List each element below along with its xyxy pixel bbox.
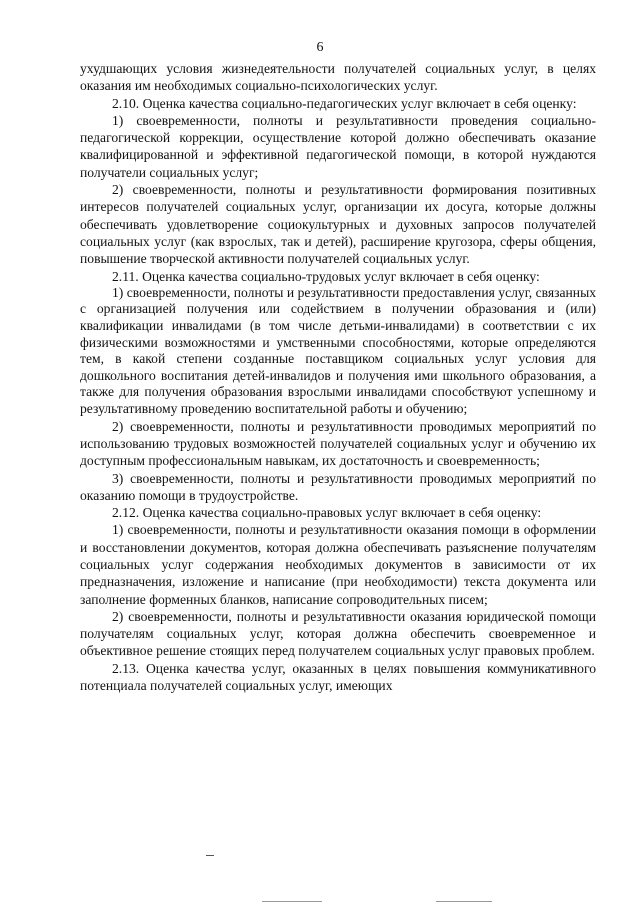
paragraph-section-2-10-item-1: 1) своевременности, полноты и результативности проведения социально-педагогической коррекции, осуществление которой должно обеспечивать оказание квалифицированной и эффективной педагогической помощи, в которой нуждаются получатели социальных услуг; <box>80 112 596 180</box>
paragraph-section-2-12-item-2: 2) своевременности, полноты и результативности оказания юридической помощи получателям социальных услуг, которая должна обеспечить своевременное и объективное решение стоящих перед получателем социальных услуг правовых проблем. <box>80 608 596 659</box>
page-number: 6 <box>316 40 324 55</box>
paragraph-section-2-13-heading: 2.13. Оценка качества услуг, оказанных в целях повышения коммуникативного потенциала получателей социальных услуг, имеющих <box>80 660 596 694</box>
paragraph-section-2-11-item-3: 3) своевременности, полноты и результативности проводимых мероприятий по оказанию помощи в трудоустройстве. <box>80 470 596 503</box>
paragraph-section-2-11-item-2: 2) своевременности, полноты и результативности проводимых мероприятий по использованию трудовых возможностей получателей социальных услуг и обучению их доступным профессиональным навыкам, их достаточность и своевременность; <box>80 418 596 469</box>
scan-mark <box>436 901 492 902</box>
page-body <box>80 60 596 694</box>
paragraph-section-2-11-heading: 2.11. Оценка качества социально-трудовых услуг включает в себя оценку: <box>112 268 540 284</box>
paragraph-section-2-12-heading: 2.12. Оценка качества социально-правовых услуг включает в себя оценку: <box>112 505 542 521</box>
paragraph-continuation: ухудшающих условия жизнедеятельности получателей социальных услуг, в целях оказания им необходимых социально-психологических услуг. <box>80 61 596 94</box>
scan-mark <box>206 855 214 856</box>
scan-mark <box>262 901 322 902</box>
paragraph-section-2-10-heading: 2.10. Оценка качества социально-педагогических услуг включает в себя оценку: <box>112 95 577 111</box>
paragraph-section-2-12-item-1: 1) своевременности, полноты и результативности оказания помощи в оформлении и восстановлении документов, которая должна обеспечивать разъяснение получателям социальных услуг содержания необходимых документов в зависимости от их предназначения, изложение и написание (при необходимости) текста документа или заполнение форменных бланков, написание сопроводительных писем; <box>80 522 596 607</box>
paragraph-section-2-10-item-2: 2) своевременности, полноты и результативности формирования позитивных интересов получателей социальных услуг, организации их досуга, которые должны обеспечивать удовлетворение социокультурных и духовных запросов получателей социальных услуг (как взрослых, так и детей), расширение кругозора, сферы общения, повышение творческой активности получателей социальных услуг. <box>80 182 596 267</box>
paragraph-section-2-11-item-1: 1) своевременности, полноты и результативности предоставления услуг, связанных с организацией получения или содействием в получении образования и (или) квалификации инвалидами (в том числе детьми-инвалидами) в соответствии с их физическими возможностями и умственными способностями, которые определяются тем, в какой степени созданные поставщиком социальных услуг условия для дошкольного воспитания детей-инвалидов и получения ими школьного образования, а также для получения образования взрослыми инвалидами способствуют успешному и результативному проведению воспитательной работы и обучению; <box>80 284 596 417</box>
